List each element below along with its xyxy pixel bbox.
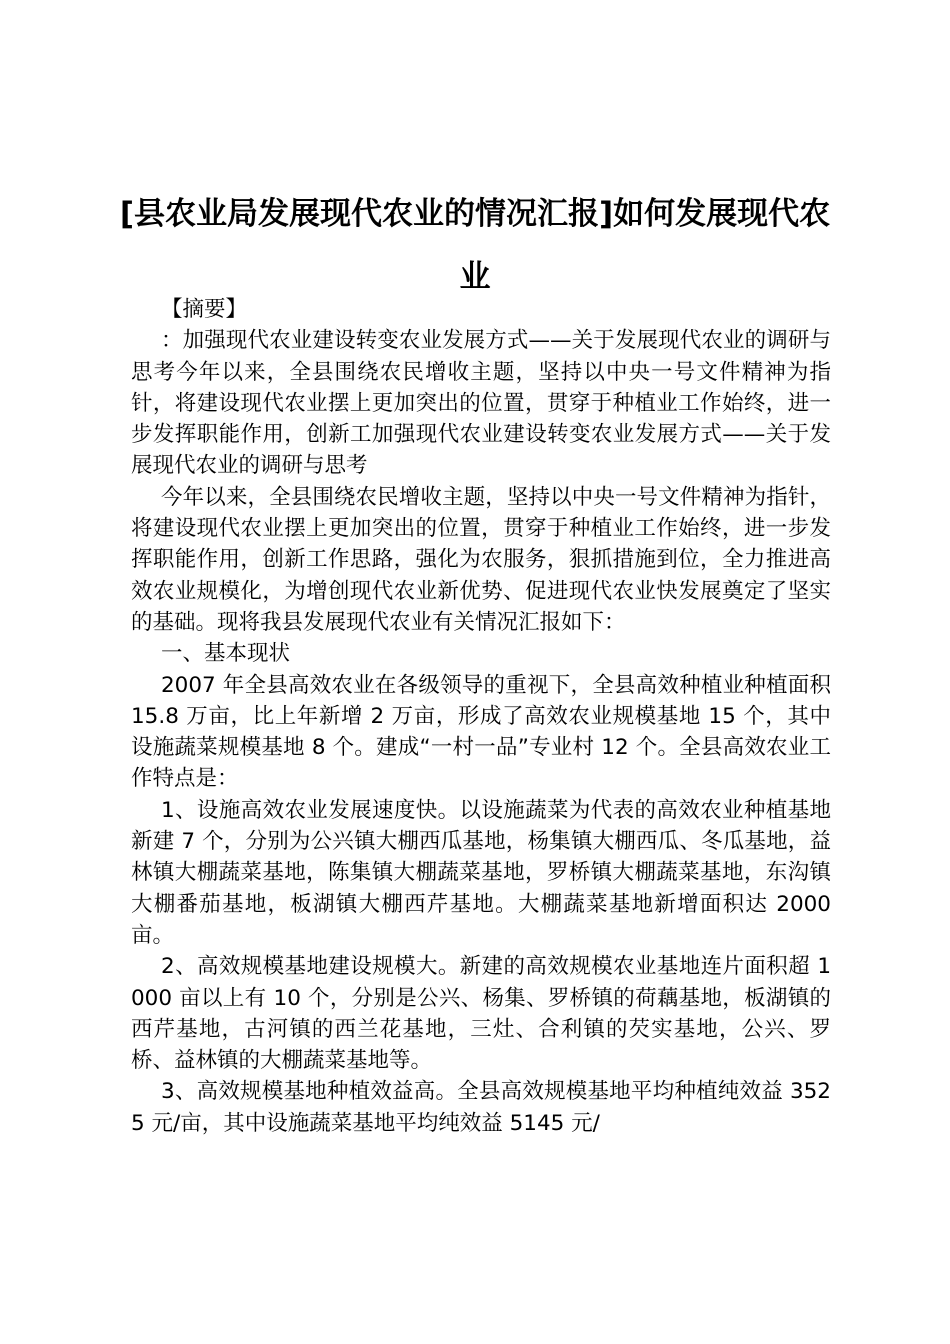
point-1-paragraph: 1、设施高效农业发展速度快。以设施蔬菜为代表的高效农业种植基地新建 7 个，分别为公兴镇大棚西瓜基地，杨集镇大棚西瓜、冬瓜基地，益林镇大棚蔬菜基地，陈集镇大棚蔬菜基地，罗桥镇大棚蔬菜基地，东沟镇大棚番茄基地，板湖镇大棚西芹基地。大棚蔬菜基地新增面积达 2000 亩。: [131, 797, 831, 948]
section-heading-basic-status: 一、基本现状: [161, 641, 291, 667]
document-title: [县农业局发展现代农业的情况汇报]如何发展现代农业: [119, 196, 831, 295]
point-3-paragraph: 3、高效规模基地种植效益高。全县高效规模基地平均种植纯效益 3525 元/亩，其中设施蔬菜基地平均纯效益 5145 元/: [131, 1079, 831, 1136]
document-body: [131, 294, 831, 1139]
abstract-label: 【摘要】: [161, 297, 248, 322]
abstract-paragraph: ：加强现代农业建设转变农业发展方式——关于发展现代农业的调研与思考今年以来，全县围绕农民增收主题，坚持以中央一号文件精神为指针，将建设现代农业摆上更加突出的位置，贯穿于种植业工作始终，进一步发挥职能作用，创新工加强现代农业建设转变农业发展方式——关于发展现代农业的调研与思考: [131, 328, 831, 479]
point-2-paragraph: 2、高效规模基地建设规模大。新建的高效规模农业基地连片面积超 1000 亩以上有 10 个，分别是公兴、杨集、罗桥镇的荷藕基地，板湖镇的西芹基地，古河镇的西兰花基地，三灶、合利镇的芡实基地，公兴、罗桥、益林镇的大棚蔬菜基地等。: [131, 954, 831, 1074]
intro-paragraph: 今年以来，全县围绕农民增收主题，坚持以中央一号文件精神为指针，将建设现代农业摆上更加突出的位置，贯穿于种植业工作始终，进一步发挥职能作用，创新工作思路，强化为农服务，狠抓措施到位，全力推进高效农业规模化，为增创现代农业新优势、促进现代农业快发展奠定了坚实的基础。现将我县发展现代农业有关情况汇报如下：: [131, 484, 831, 635]
summary-paragraph: 2007 年全县高效农业在各级领导的重视下，全县高效种植业种植面积 15.8 万亩，比上年新增 2 万亩，形成了高效农业规模基地 15 个，其中设施蔬菜规模基地 8 个。建成“一村一品”专业村 12 个。全县高效农业工作特点是：: [131, 672, 831, 792]
